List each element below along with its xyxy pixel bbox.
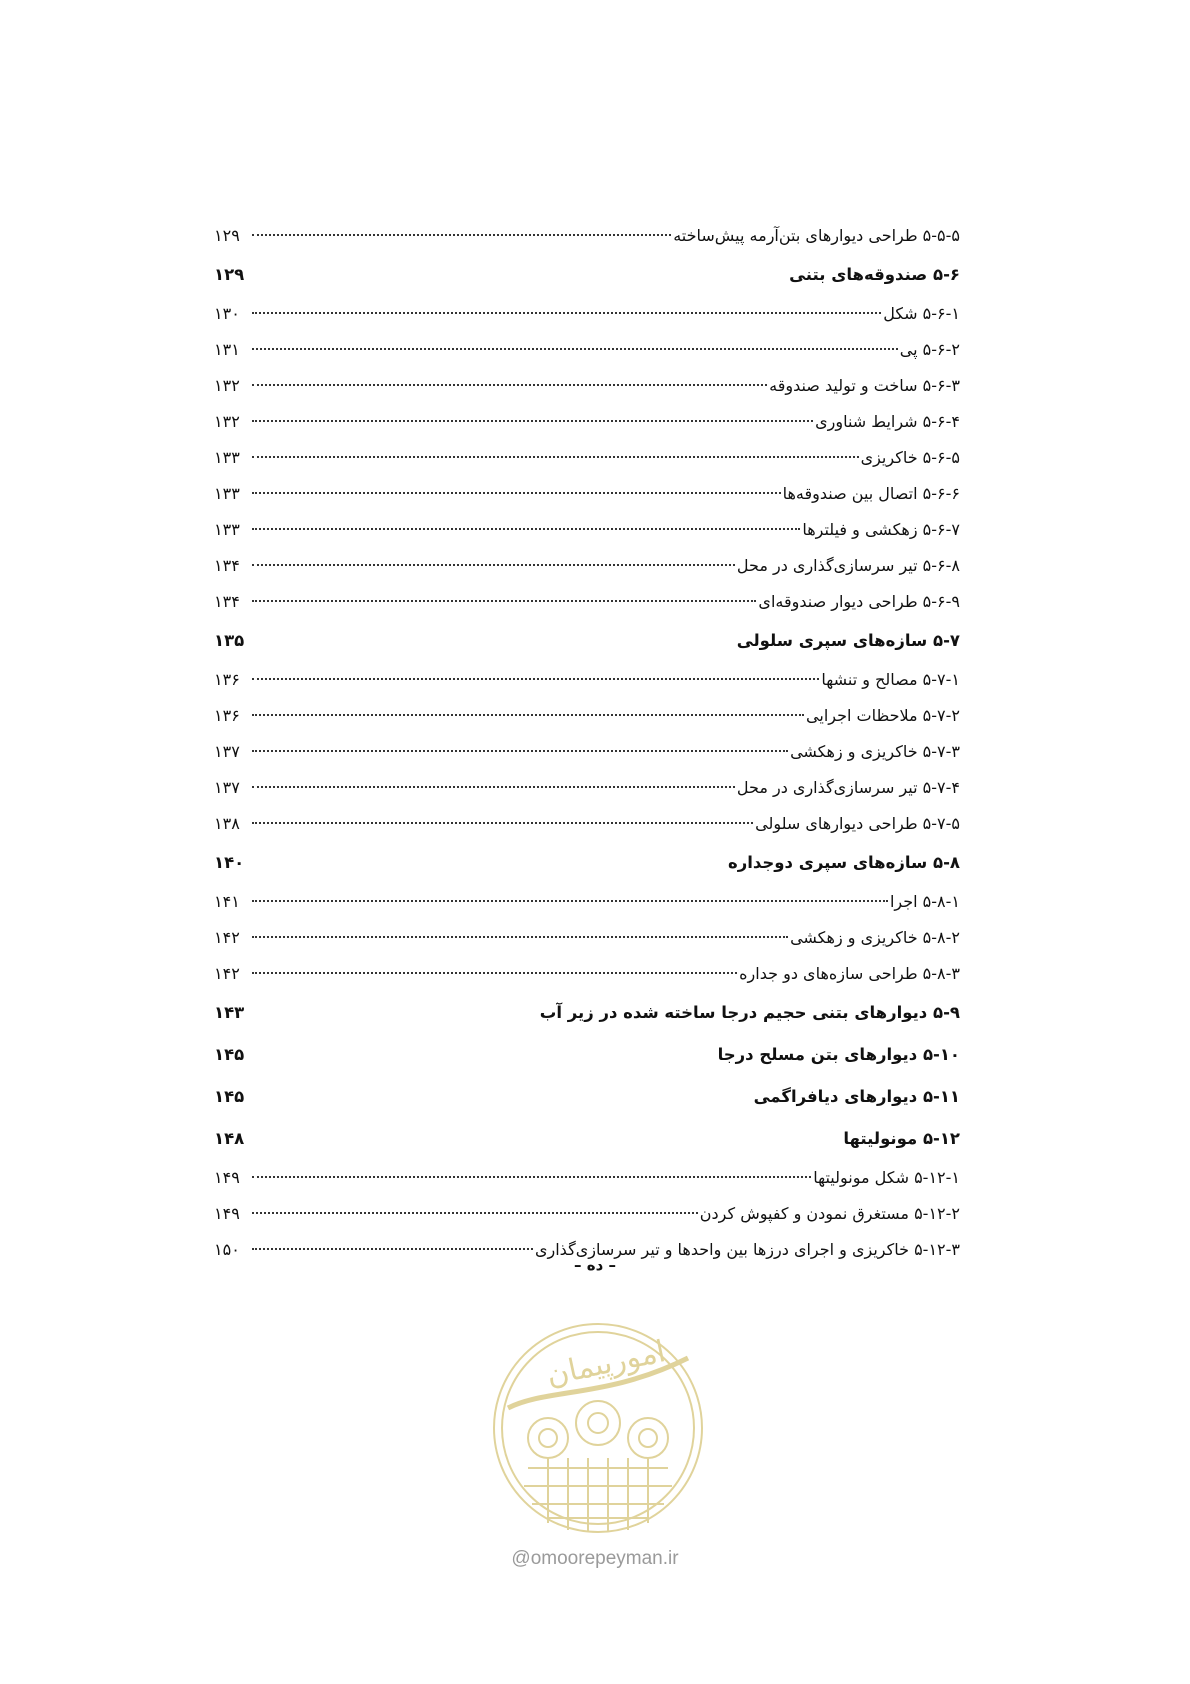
toc-section-entry[interactable]	[214, 254, 960, 296]
toc-entry-page: ۱۴۵	[214, 1087, 245, 1106]
toc-entry-page: ۱۳۲	[214, 412, 240, 431]
leader-dots	[252, 419, 813, 422]
toc-entry-title: ۵-۸-۱ اجرا	[889, 892, 960, 911]
toc-entry[interactable]	[214, 332, 960, 368]
leader-dots	[252, 1211, 698, 1214]
leader-dots	[252, 1175, 811, 1178]
leader-dots	[252, 527, 800, 530]
toc-entry[interactable]	[214, 806, 960, 842]
toc-entry[interactable]	[214, 734, 960, 770]
leader-dots	[252, 821, 753, 824]
toc-entry-page: ۱۴۲	[214, 928, 240, 947]
toc-entry-title: ۵-۷-۳ خاکریزی و زهکشی	[790, 742, 960, 761]
toc-entry-page: ۱۴۸	[214, 1129, 245, 1148]
logo-lettering: امورپیمان	[543, 1334, 669, 1394]
toc-entry-page: ۱۳۴	[214, 592, 240, 611]
toc-entry-page: ۱۴۹	[214, 1168, 240, 1187]
leader-dots	[252, 1138, 841, 1139]
toc-entry-page: ۱۳۵	[214, 631, 245, 650]
omoorepeyman-logo	[488, 1318, 708, 1538]
toc-entry[interactable]	[214, 1196, 960, 1232]
toc-section-entry[interactable]	[214, 1118, 960, 1160]
leader-dots	[252, 563, 735, 566]
toc-entry[interactable]	[214, 956, 960, 992]
toc-entry-title: ۵-۸-۳ طراحی سازه‌های دو جداره	[739, 964, 960, 983]
toc-section-entry[interactable]	[214, 620, 960, 662]
toc-entry-page: ۱۲۹	[214, 265, 245, 284]
toc-entry[interactable]	[214, 440, 960, 476]
toc-entry-title: ۵-۱۰ دیوارهای بتن مسلح درجا	[717, 1045, 960, 1064]
toc-entry[interactable]	[214, 368, 960, 404]
leader-dots	[252, 599, 756, 602]
leader-dots	[252, 347, 898, 350]
toc-entry-page: ۱۵۰	[214, 1240, 240, 1259]
toc-entry[interactable]	[214, 584, 960, 620]
leader-dots	[252, 749, 788, 752]
toc-entry[interactable]	[214, 512, 960, 548]
toc-entry-page: ۱۳۰	[214, 304, 240, 323]
leader-dots	[252, 311, 881, 314]
leader-dots	[252, 862, 726, 863]
toc-entry-page: ۱۴۳	[214, 1003, 245, 1022]
toc-entry[interactable]	[214, 920, 960, 956]
leader-dots	[252, 899, 888, 902]
toc-entry-title: ۵-۶-۵ خاکریزی	[860, 448, 960, 467]
toc-entry-title: ۵-۶-۳ ساخت و تولید صندوقه	[769, 376, 960, 395]
toc-entry[interactable]	[214, 884, 960, 920]
leader-dots	[252, 1247, 533, 1250]
toc-entry-title: ۵-۱۲ مونولیتها	[843, 1129, 960, 1148]
toc-section-entry[interactable]	[214, 1076, 960, 1118]
leader-dots	[252, 274, 787, 275]
toc-entry-page: ۱۴۱	[214, 892, 240, 911]
leader-dots	[252, 640, 735, 641]
leader-dots	[252, 233, 671, 236]
leader-dots	[252, 1012, 538, 1013]
toc-entry[interactable]	[214, 476, 960, 512]
toc-entry-title: ۵-۶-۸ تیر سرسازی‌گذاری در محل	[736, 556, 960, 575]
toc-entry-title: ۵-۶ صندوقه‌های بتنی	[789, 265, 960, 284]
leader-dots	[252, 785, 735, 788]
toc-section-entry[interactable]	[214, 842, 960, 884]
leader-dots	[252, 491, 781, 494]
toc-entry-page: ۱۳۳	[214, 448, 240, 467]
website-watermark: @omoorepeyman.ir	[511, 1548, 679, 1569]
toc-entry[interactable]	[214, 296, 960, 332]
toc-entry-title: ۵-۶-۷ زهکشی و فیلترها	[802, 520, 960, 539]
toc-entry[interactable]	[214, 770, 960, 806]
toc-entry-page: ۱۳۳	[214, 520, 240, 539]
toc-entry[interactable]	[214, 698, 960, 734]
toc-entry-page: ۱۳۱	[214, 340, 240, 359]
toc-entry-title: ۵-۷-۲ ملاحظات اجرایی	[806, 706, 960, 725]
toc-entry-page: ۱۳۶	[214, 706, 240, 725]
toc-entry-page: ۱۴۲	[214, 964, 240, 983]
toc-entry-page: ۱۴۰	[214, 853, 245, 872]
toc-entry-title: ۵-۷-۵ طراحی دیوارهای سلولی	[755, 814, 960, 833]
toc-entry-page: ۱۳۳	[214, 484, 240, 503]
toc-entry-title: ۵-۶-۱ شکل	[883, 304, 960, 323]
leader-dots	[252, 677, 819, 680]
toc-entry-title: ۵-۶-۹ طراحی دیوار صندوقه‌ای	[758, 592, 960, 611]
page-number: – ده –	[574, 1256, 616, 1274]
toc-entry-page: ۱۴۵	[214, 1045, 245, 1064]
toc-entry-title: ۵-۶-۴ شرایط شناوری	[815, 412, 960, 431]
toc-entry-page: ۱۳۷	[214, 778, 240, 797]
toc-entry-page: ۱۲۹	[214, 226, 240, 245]
toc-entry-title: ۵-۷ سازه‌های سپری سلولی	[736, 631, 960, 650]
toc-entry[interactable]	[214, 662, 960, 698]
toc-entry-page: ۱۳۴	[214, 556, 240, 575]
toc-entry[interactable]	[214, 548, 960, 584]
table-of-contents	[214, 218, 960, 1268]
toc-entry-title: ۵-۵-۵ طراحی دیوارهای بتن‌آرمه پیش‌ساخته	[673, 226, 960, 245]
leader-dots	[252, 713, 804, 716]
toc-entry-page: ۱۳۸	[214, 814, 240, 833]
toc-entry-title: ۵-۸-۲ خاکریزی و زهکشی	[790, 928, 960, 947]
toc-entry[interactable]	[214, 404, 960, 440]
toc-entry[interactable]	[214, 218, 960, 254]
toc-entry[interactable]	[214, 1160, 960, 1196]
toc-entry-title: ۵-۷-۴ تیر سرسازی‌گذاری در محل	[736, 778, 960, 797]
toc-entry-title: ۵-۶-۲ پی	[899, 340, 960, 359]
toc-entry-title: ۵-۱۲-۱ شکل مونولیتها	[813, 1168, 960, 1187]
toc-entry-title: ۵-۸ سازه‌های سپری دوجداره	[727, 853, 960, 872]
toc-entry-page: ۱۳۷	[214, 742, 240, 761]
toc-entry-title: ۵-۱۲-۲ مستغرق نمودن و کفپوش کردن	[699, 1204, 960, 1223]
toc-entry-title: ۵-۶-۶ اتصال بین صندوقه‌ها	[782, 484, 960, 503]
toc-entry-page: ۱۴۹	[214, 1204, 240, 1223]
toc-entry-title: ۵-۱۱ دیوارهای دیافراگمی	[753, 1087, 960, 1106]
leader-dots	[252, 1096, 752, 1097]
toc-section-entry[interactable]	[214, 992, 960, 1034]
toc-section-entry[interactable]	[214, 1034, 960, 1076]
toc-entry-title: ۵-۱۲-۳ خاکریزی و اجرای درزها بین واحدها و تیر سرسازی‌گذاری	[534, 1240, 960, 1259]
leader-dots	[252, 1054, 716, 1055]
toc-entry-title: ۵-۷-۱ مصالح و تنشها	[821, 670, 960, 689]
toc-entry-page: ۱۳۶	[214, 670, 240, 689]
leader-dots	[252, 971, 737, 974]
toc-entry-page: ۱۳۲	[214, 376, 240, 395]
leader-dots	[252, 935, 788, 938]
leader-dots	[252, 455, 859, 458]
toc-entry-title: ۵-۹ دیوارهای بتنی حجیم درجا ساخته شده در زیر آب	[539, 1003, 960, 1022]
leader-dots	[252, 383, 767, 386]
